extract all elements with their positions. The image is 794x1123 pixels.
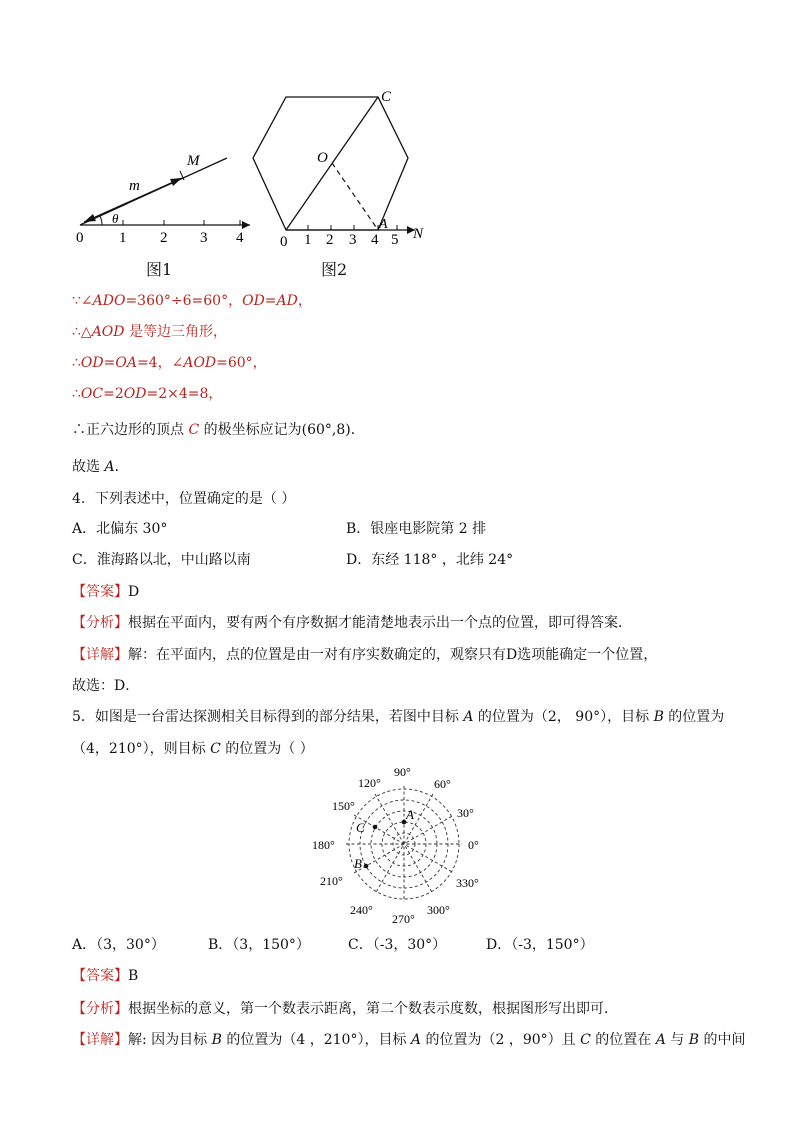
- tick-label: 0: [280, 234, 288, 250]
- q4-detail: 【详解】解：在平面内，点的位置是由一对有序实数确定的，观察只有D选项能确定一个位置，: [72, 647, 658, 663]
- label-C: C: [381, 89, 392, 105]
- q4-stem: 4．下列表述中，位置确定的是（ ）: [72, 491, 296, 507]
- tick-label: 4: [371, 232, 379, 248]
- q4-option-c: C．淮海路以北，中山路以南: [72, 552, 251, 568]
- angle-label: 150°: [332, 799, 355, 813]
- angle-label: 300°: [427, 903, 450, 917]
- q4-analysis: 【分析】根据在平面内，要有两个有序数据才能清楚地表示出一个点的位置，即可得答案．: [72, 615, 632, 631]
- label-m: m: [129, 178, 140, 194]
- q5-option-a: A．（3，30°）: [72, 937, 165, 953]
- q5-option-c: C．（-3，30°）: [348, 937, 447, 953]
- label-O: O: [317, 150, 328, 166]
- q4-option-b: B．银座电影院第 2 排: [346, 521, 487, 537]
- angle-label: 270°: [392, 912, 415, 926]
- radar-label-C: C: [356, 820, 365, 835]
- q5-option-b: B．（3，150°）: [208, 937, 310, 953]
- angle-label: 0°: [468, 838, 479, 852]
- tick-label: 1: [304, 232, 312, 248]
- solution-line-2: ∴△AOD 是等边三角形，: [72, 324, 227, 340]
- solution-answer: 故选 A．: [72, 459, 129, 475]
- angle-label: 30°: [457, 806, 474, 820]
- angle-label: 90°: [394, 765, 411, 779]
- angle-label: 240°: [350, 903, 373, 917]
- angle-label: 180°: [312, 838, 335, 852]
- label-M: M: [187, 153, 200, 169]
- solution-line-4: ∴OC=2OD=2×4=8，: [72, 386, 223, 402]
- q4-conclusion: 故选：D．: [72, 678, 140, 694]
- radar-label-B: B: [354, 856, 362, 871]
- q5-option-d: D．（-3，150°）: [486, 937, 594, 953]
- figure-1: [72, 140, 262, 245]
- q5-detail: 【详解】解: 因为目标 B 的位置为（4 ，210°），目标 A 的位置为（2 ，90°）且 C 的位置在 A 与 B 的中间: [72, 1032, 746, 1048]
- solution-line-1: ∵∠ADO=360°÷6=60°，OD=AD，: [72, 293, 312, 309]
- figure-2: [245, 85, 435, 250]
- angle-label: 330°: [456, 876, 479, 890]
- tick-label: 2: [160, 230, 168, 245]
- radar-figure: [300, 760, 500, 930]
- label-N: N: [413, 226, 424, 242]
- angle-label: 60°: [434, 777, 451, 791]
- figure-2-caption: 图2: [321, 260, 348, 279]
- q4-answer: 【答案】D: [72, 584, 140, 600]
- angle-label: 210°: [320, 874, 343, 888]
- tick-label: 2: [326, 232, 334, 248]
- q5-stem-line-1: 5．如图是一台雷达探测相关目标得到的部分结果，若图中目标 A 的位置为（2， 90°），目标 B 的位置为: [72, 709, 725, 725]
- q5-analysis: 【分析】根据坐标的意义，第一个数表示距离，第二个数表示度数，根据图形写出即可．: [72, 1001, 618, 1017]
- q5-stem-line-2: （4，210°），则目标 C 的位置为（ ）: [72, 741, 314, 757]
- label-theta: θ: [112, 211, 119, 226]
- tick-label: 5: [391, 232, 399, 248]
- radar-label-A: A: [406, 807, 414, 822]
- angle-label: 120°: [358, 776, 381, 790]
- q4-option-d: D．东经 118° ，北纬 24°: [346, 552, 514, 568]
- tick-label: 0: [76, 230, 84, 245]
- tick-label: 3: [200, 230, 208, 245]
- label-A: A: [379, 217, 388, 232]
- tick-label: 1: [119, 230, 127, 245]
- tick-label: 4: [236, 230, 244, 245]
- figure-1-caption: 图1: [146, 260, 173, 279]
- solution-line-5: ∴正六边形的顶点 C 的极坐标应记为(60°,8)．: [72, 422, 365, 438]
- solution-line-3: ∴OD=OA=4，∠AOD=60°，: [72, 355, 267, 371]
- q5-answer: 【答案】B: [72, 968, 139, 984]
- tick-label: 3: [349, 232, 357, 248]
- q4-option-a: A．北偏东 30°: [72, 521, 168, 537]
